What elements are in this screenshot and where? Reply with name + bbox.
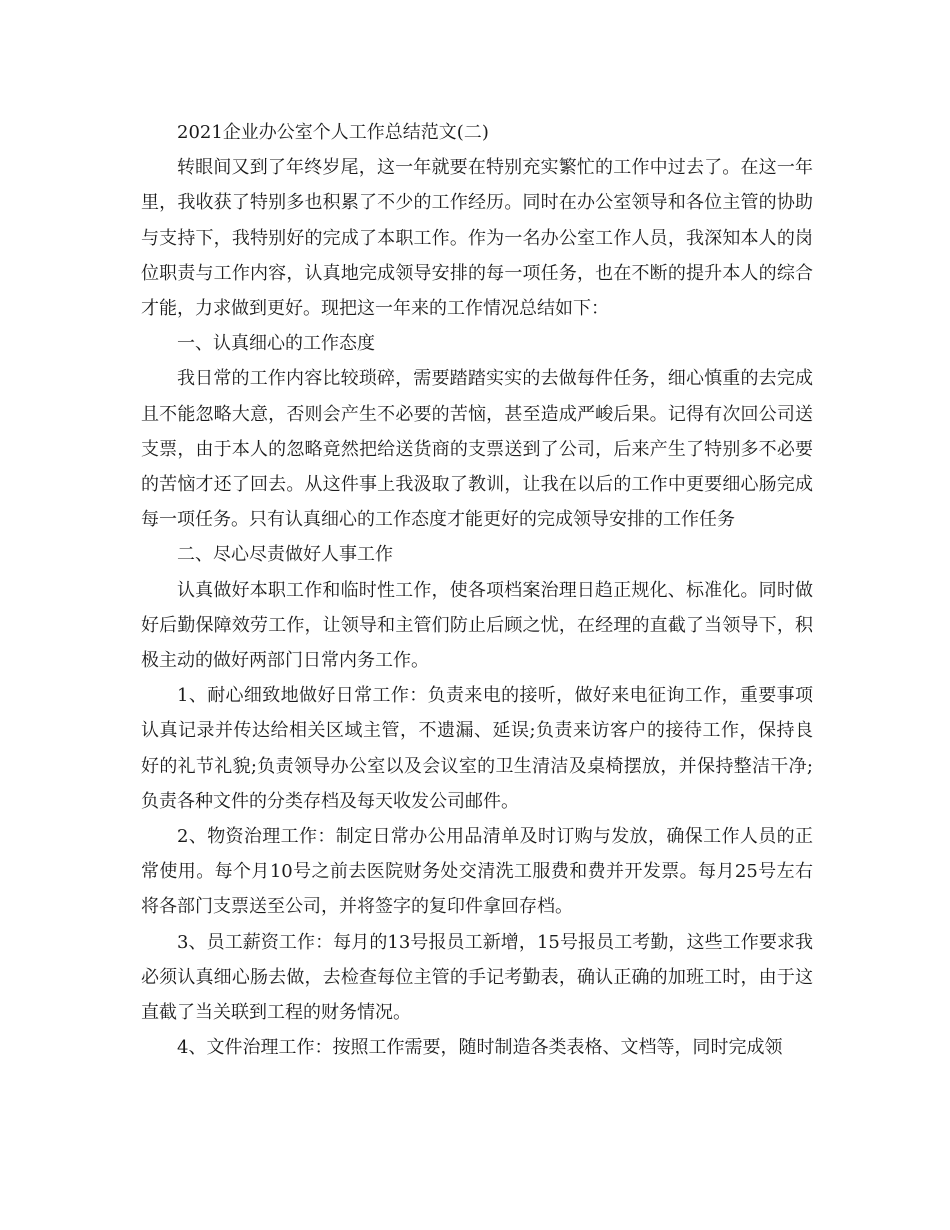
paragraph-section-1: 我日常的工作内容比较琐碎，需要踏踏实实的去做每件任务，细心慎重的去完成且不能忽略大意，否则会产生不必要的苦恼，甚至造成严峻后果。记得有次回公司送支票，由于本人的忽略竟然把给送货商的支票送到了公司，后来产生了特别多不必要的苦恼才还了回去。从这件事上我汲取了教训，让我在以后的工作中更要细心肠完成每一项任务。只有认真细心的工作态度才能更好的完成领导安排的工作任务 [141, 368, 813, 531]
paragraph-item-4: 4、文件治理工作：按照工作需要，随时制造各类表格、文档等，同时完成领 [177, 1037, 783, 1059]
paragraph-item-2: 2、物资治理工作：制定日常办公用品清单及时订购与发放，确保工作人员的正常使用。每个月10号之前去医院财务处交清洗工服费和费并开发票。每月25号左右将各部门支票送至公司，并将签字的复印件拿回存档。 [141, 826, 813, 918]
document-title: 2021企业办公室个人工作总结范文(二) [177, 122, 489, 143]
paragraph-section-2: 认真做好本职工作和临时性工作，使各项档案治理日趋正规化、标准化。同时做好后勤保障效劳工作，让领导和主管们防止后顾之忧，在经理的直截了当领导下，积极主动的做好两部门日常内务工作。 [141, 579, 813, 672]
paragraph-intro: 转眼间又到了年终岁尾，这一年就要在特别充实繁忙的工作中过去了。在这一年里，我收获了特别多也积累了不少的工作经历。同时在办公室领导和各位主管的协助与支持下，我特别好的完成了本职工作。作为一名办公室工作人员，我深知本人的岗位职责与工作内容，认真地完成领导安排的每一项任务，也在不断的提升本人的综合才能，力求做到更好。现把这一年来的工作情况总结如下： [141, 157, 813, 320]
paragraph-item-1: 1、耐心细致地做好日常工作：负责来电的接听，做好来电征询工作，重要事项认真记录并传达给相关区域主管，不遗漏、延误;负责来访客户的接待工作，保持良好的礼节礼貌;负责领导办公室以及会议室的卫生清洁及桌椅摆放，并保持整洁干净;负责各种文件的分类存档及每天收发公司邮件。 [141, 685, 813, 812]
section-heading-1: 一、认真细心的工作态度 [177, 333, 375, 355]
section-heading-2: 二、尽心尽责做好人事工作 [177, 544, 393, 566]
document-body [141, 115, 813, 1065]
paragraph-item-3: 3、员工薪资工作：每月的13号报员工新增，15号报员工考勤，这些工作要求我必须认真细心肠去做，去检查每位主管的手记考勤表，确认正确的加班工时，由于这直截了当关联到工程的财务情况。 [141, 931, 813, 1024]
